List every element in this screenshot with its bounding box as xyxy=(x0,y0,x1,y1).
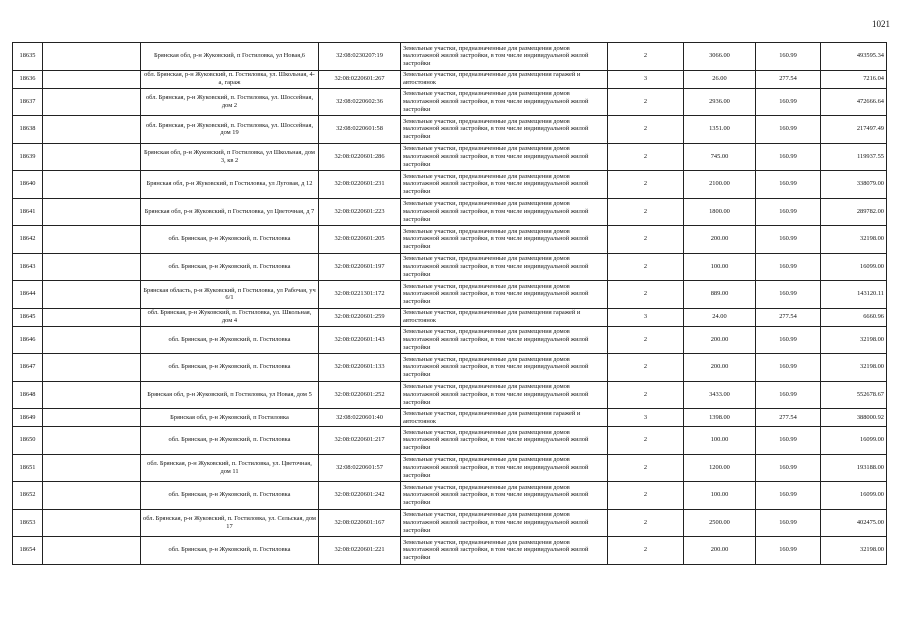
cadastral-value-cell: 193188.00 xyxy=(821,454,887,482)
record-number-cell: 18654 xyxy=(13,537,43,565)
cadastral-number-cell: 32:08:0220601:252 xyxy=(319,381,401,409)
rate-cell: 160.99 xyxy=(756,116,821,144)
rate-cell: 160.99 xyxy=(756,143,821,171)
blank-cell xyxy=(43,509,141,537)
blank-cell xyxy=(43,308,141,326)
blank-cell xyxy=(43,409,141,427)
land-use-cell: Земельные участки, предназначенные для размещения домов малоэтажной жилой застройки, в том числе индивидуальной жилой застройки xyxy=(401,198,608,226)
rate-cell: 277.54 xyxy=(756,308,821,326)
use-group-code-cell: 3 xyxy=(608,409,684,427)
land-use-cell: Земельные участки, предназначенные для размещения домов малоэтажной жилой застройки, в том числе индивидуальной жилой застройки xyxy=(401,43,608,71)
area-cell: 3066.00 xyxy=(684,43,756,71)
cadastral-number-cell: 32:08:0220601:167 xyxy=(319,509,401,537)
rate-cell: 160.99 xyxy=(756,381,821,409)
rate-cell: 160.99 xyxy=(756,226,821,254)
use-group-code-cell: 2 xyxy=(608,427,684,455)
cadastral-value-cell: 32198.00 xyxy=(821,326,887,354)
blank-cell xyxy=(43,88,141,116)
rate-cell: 160.99 xyxy=(756,537,821,565)
use-group-code-cell: 2 xyxy=(608,537,684,565)
cadastral-number-cell: 32:08:0220601:259 xyxy=(319,308,401,326)
land-use-cell: Земельные участки, предназначенные для размещения домов малоэтажной жилой застройки, в том числе индивидуальной жилой застройки xyxy=(401,509,608,537)
cadastral-number-cell: 32:08:0220601:133 xyxy=(319,354,401,382)
address-cell: обл. Брянская, р-н Жуковский, п. Гостиловка xyxy=(141,354,319,382)
cadastral-value-cell: 493595.34 xyxy=(821,43,887,71)
use-group-code-cell: 2 xyxy=(608,253,684,281)
blank-cell xyxy=(43,427,141,455)
use-group-code-cell: 2 xyxy=(608,116,684,144)
use-group-code-cell: 3 xyxy=(608,308,684,326)
rate-cell: 160.99 xyxy=(756,171,821,199)
address-cell: Брянская обл, р-н Жуковский, п Гостиловка, ул Цветочная, д 7 xyxy=(141,198,319,226)
cadastral-value-cell: 32198.00 xyxy=(821,226,887,254)
table-row xyxy=(13,537,887,565)
blank-cell xyxy=(43,70,141,88)
table-row xyxy=(13,509,887,537)
address-cell: обл. Брянская, р-н Жуковский, п. Гостиловка xyxy=(141,226,319,254)
rate-cell: 160.99 xyxy=(756,281,821,309)
table-row xyxy=(13,454,887,482)
use-group-code-cell: 2 xyxy=(608,509,684,537)
record-number-cell: 18652 xyxy=(13,482,43,510)
land-use-cell: Земельные участки, предназначенные для размещения домов малоэтажной жилой застройки, в том числе индивидуальной жилой застройки xyxy=(401,171,608,199)
use-group-code-cell: 3 xyxy=(608,70,684,88)
table-row xyxy=(13,253,887,281)
table-row xyxy=(13,171,887,199)
rate-cell: 160.99 xyxy=(756,88,821,116)
land-use-cell: Земельные участки, предназначенные для размещения домов малоэтажной жилой застройки, в том числе индивидуальной жилой застройки xyxy=(401,143,608,171)
table-row xyxy=(13,281,887,309)
cadastral-number-cell: 32:08:0220601:286 xyxy=(319,143,401,171)
use-group-code-cell: 2 xyxy=(608,354,684,382)
record-number-cell: 18638 xyxy=(13,116,43,144)
table-row xyxy=(13,326,887,354)
cadastral-number-cell: 32:08:0220601:143 xyxy=(319,326,401,354)
cadastral-number-cell: 32:08:0220601:223 xyxy=(319,198,401,226)
use-group-code-cell: 2 xyxy=(608,88,684,116)
cadastral-value-cell: 388000.92 xyxy=(821,409,887,427)
record-number-cell: 18645 xyxy=(13,308,43,326)
table-row xyxy=(13,482,887,510)
address-cell: обл. Брянская, р-н Жуковский, п. Гостиловка xyxy=(141,537,319,565)
address-cell: обл. Брянская, р-н Жуковский, п. Гостиловка, ул. Шоссейная, дом 2 xyxy=(141,88,319,116)
land-use-cell: Земельные участки, предназначенные для размещения домов малоэтажной жилой застройки, в том числе индивидуальной жилой застройки xyxy=(401,226,608,254)
address-cell: Брянская обл, р-н Жуковский, п Гостиловка, ул Школьная, дом 3, кв 2 xyxy=(141,143,319,171)
cadastral-number-cell: 32:08:0220601:58 xyxy=(319,116,401,144)
blank-cell xyxy=(43,171,141,199)
record-number-cell: 18644 xyxy=(13,281,43,309)
use-group-code-cell: 2 xyxy=(608,281,684,309)
cadastral-register-table xyxy=(12,42,887,565)
address-cell: обл. Брянская, р-н Жуковский, п. Гостиловка xyxy=(141,482,319,510)
area-cell: 1351.00 xyxy=(684,116,756,144)
table-row xyxy=(13,116,887,144)
address-cell: обл. Брянская, р-н Жуковский, п. Гостиловка, ул. Школьная, дом 4 xyxy=(141,308,319,326)
blank-cell xyxy=(43,537,141,565)
cadastral-value-cell: 338079.00 xyxy=(821,171,887,199)
land-use-cell: Земельные участки, предназначенные для размещения гаражей и автостоянок xyxy=(401,409,608,427)
cadastral-number-cell: 32:08:0220601:40 xyxy=(319,409,401,427)
address-cell: Брянская область, р-н Жуковский, п Гостиловка, ул Рабочая, уч 6/1 xyxy=(141,281,319,309)
rate-cell: 160.99 xyxy=(756,354,821,382)
cadastral-value-cell: 32198.00 xyxy=(821,354,887,382)
use-group-code-cell: 2 xyxy=(608,43,684,71)
cadastral-value-cell: 16099.00 xyxy=(821,253,887,281)
cadastral-value-cell: 6660.96 xyxy=(821,308,887,326)
rate-cell: 277.54 xyxy=(756,70,821,88)
blank-cell xyxy=(43,43,141,71)
rate-cell: 160.99 xyxy=(756,253,821,281)
area-cell: 889.00 xyxy=(684,281,756,309)
cadastral-number-cell: 32:08:0221301:172 xyxy=(319,281,401,309)
blank-cell xyxy=(43,281,141,309)
record-number-cell: 18635 xyxy=(13,43,43,71)
cadastral-number-cell: 32:08:0220601:217 xyxy=(319,427,401,455)
cadastral-value-cell: 16099.00 xyxy=(821,427,887,455)
land-use-cell: Земельные участки, предназначенные для размещения домов малоэтажной жилой застройки, в том числе индивидуальной жилой застройки xyxy=(401,427,608,455)
record-number-cell: 18642 xyxy=(13,226,43,254)
rate-cell: 160.99 xyxy=(756,482,821,510)
use-group-code-cell: 2 xyxy=(608,381,684,409)
land-use-cell: Земельные участки, предназначенные для размещения домов малоэтажной жилой застройки, в том числе индивидуальной жилой застройки xyxy=(401,326,608,354)
address-cell: обл. Брянская, р-н Жуковский, п. Гостиловка, ул. Шоссейная, дом 19 xyxy=(141,116,319,144)
cadastral-value-cell: 119937.55 xyxy=(821,143,887,171)
cadastral-value-cell: 32198.00 xyxy=(821,537,887,565)
area-cell: 200.00 xyxy=(684,537,756,565)
cadastral-number-cell: 32:08:0220601:221 xyxy=(319,537,401,565)
land-use-cell: Земельные участки, предназначенные для размещения домов малоэтажной жилой застройки, в том числе индивидуальной жилой застройки xyxy=(401,354,608,382)
table-row xyxy=(13,226,887,254)
land-use-cell: Земельные участки, предназначенные для размещения домов малоэтажной жилой застройки, в том числе индивидуальной жилой застройки xyxy=(401,482,608,510)
area-cell: 1800.00 xyxy=(684,198,756,226)
cadastral-number-cell: 32:08:0220601:231 xyxy=(319,171,401,199)
cadastral-value-cell: 552678.67 xyxy=(821,381,887,409)
table-row xyxy=(13,409,887,427)
area-cell: 2500.00 xyxy=(684,509,756,537)
blank-cell xyxy=(43,326,141,354)
blank-cell xyxy=(43,143,141,171)
record-number-cell: 18639 xyxy=(13,143,43,171)
cadastral-value-cell: 217497.49 xyxy=(821,116,887,144)
area-cell: 200.00 xyxy=(684,226,756,254)
cadastral-value-cell: 402475.00 xyxy=(821,509,887,537)
record-number-cell: 18641 xyxy=(13,198,43,226)
address-cell: Брянская обл, р-н Жуковский, п Гостиловка xyxy=(141,409,319,427)
address-cell: обл. Брянская, р-н Жуковский, п. Гостиловка xyxy=(141,253,319,281)
area-cell: 745.00 xyxy=(684,143,756,171)
page-number: 1021 xyxy=(872,19,890,29)
cadastral-value-cell: 7216.04 xyxy=(821,70,887,88)
record-number-cell: 18643 xyxy=(13,253,43,281)
use-group-code-cell: 2 xyxy=(608,482,684,510)
record-number-cell: 18646 xyxy=(13,326,43,354)
rate-cell: 160.99 xyxy=(756,454,821,482)
table-row xyxy=(13,143,887,171)
blank-cell xyxy=(43,381,141,409)
rate-cell: 160.99 xyxy=(756,43,821,71)
use-group-code-cell: 2 xyxy=(608,454,684,482)
address-cell: обл. Брянская, р-н Жуковский, п. Гостиловка, ул. Цветочная, дом 11 xyxy=(141,454,319,482)
blank-cell xyxy=(43,226,141,254)
table-row xyxy=(13,70,887,88)
address-cell: Брянская обл, р-н Жуковский, п Гостиловка, ул Луговая, д 12 xyxy=(141,171,319,199)
rate-cell: 160.99 xyxy=(756,326,821,354)
table-row xyxy=(13,198,887,226)
record-number-cell: 18637 xyxy=(13,88,43,116)
record-number-cell: 18649 xyxy=(13,409,43,427)
land-use-cell: Земельные участки, предназначенные для размещения домов малоэтажной жилой застройки, в том числе индивидуальной жилой застройки xyxy=(401,454,608,482)
area-cell: 100.00 xyxy=(684,482,756,510)
record-number-cell: 18647 xyxy=(13,354,43,382)
use-group-code-cell: 2 xyxy=(608,143,684,171)
table-row xyxy=(13,427,887,455)
use-group-code-cell: 2 xyxy=(608,326,684,354)
area-cell: 26.00 xyxy=(684,70,756,88)
blank-cell xyxy=(43,253,141,281)
land-use-cell: Земельные участки, предназначенные для размещения домов малоэтажной жилой застройки, в том числе индивидуальной жилой застройки xyxy=(401,253,608,281)
record-number-cell: 18636 xyxy=(13,70,43,88)
blank-cell xyxy=(43,454,141,482)
area-cell: 2100.00 xyxy=(684,171,756,199)
cadastral-number-cell: 32:08:0220601:267 xyxy=(319,70,401,88)
blank-cell xyxy=(43,116,141,144)
use-group-code-cell: 2 xyxy=(608,226,684,254)
table-row xyxy=(13,381,887,409)
area-cell: 1398.00 xyxy=(684,409,756,427)
area-cell: 1200.00 xyxy=(684,454,756,482)
cadastral-number-cell: 32:08:0220601:205 xyxy=(319,226,401,254)
cadastral-number-cell: 32:08:0220602:36 xyxy=(319,88,401,116)
area-cell: 2936.00 xyxy=(684,88,756,116)
land-use-cell: Земельные участки, предназначенные для размещения домов малоэтажной жилой застройки, в том числе индивидуальной жилой застройки xyxy=(401,381,608,409)
record-number-cell: 18653 xyxy=(13,509,43,537)
cadastral-number-cell: 32:08:0230207:19 xyxy=(319,43,401,71)
table-row xyxy=(13,43,887,71)
area-cell: 200.00 xyxy=(684,354,756,382)
address-cell: Брянская обл, р-н Жуковский, п Гостиловка, ул Новая,6 xyxy=(141,43,319,71)
record-number-cell: 18651 xyxy=(13,454,43,482)
record-number-cell: 18648 xyxy=(13,381,43,409)
land-use-cell: Земельные участки, предназначенные для размещения гаражей и автостоянок xyxy=(401,70,608,88)
cadastral-number-cell: 32:08:0220601:57 xyxy=(319,454,401,482)
record-number-cell: 18640 xyxy=(13,171,43,199)
cadastral-value-cell: 472666.64 xyxy=(821,88,887,116)
cadastral-value-cell: 289782.00 xyxy=(821,198,887,226)
table-row xyxy=(13,308,887,326)
area-cell: 24.00 xyxy=(684,308,756,326)
address-cell: обл. Брянская, р-н Жуковский, п. Гостиловка, ул. Сельская, дом 17 xyxy=(141,509,319,537)
area-cell: 200.00 xyxy=(684,326,756,354)
rate-cell: 160.99 xyxy=(756,427,821,455)
address-cell: обл. Брянская, р-н Жуковский, п. Гостиловка, ул. Школьная, 4-а, гараж xyxy=(141,70,319,88)
blank-cell xyxy=(43,482,141,510)
blank-cell xyxy=(43,354,141,382)
table-row xyxy=(13,88,887,116)
land-use-cell: Земельные участки, предназначенные для размещения домов малоэтажной жилой застройки, в том числе индивидуальной жилой застройки xyxy=(401,116,608,144)
land-use-cell: Земельные участки, предназначенные для размещения домов малоэтажной жилой застройки, в том числе индивидуальной жилой застройки xyxy=(401,88,608,116)
area-cell: 100.00 xyxy=(684,253,756,281)
table-row xyxy=(13,354,887,382)
cadastral-value-cell: 143120.11 xyxy=(821,281,887,309)
cadastral-value-cell: 16099.00 xyxy=(821,482,887,510)
use-group-code-cell: 2 xyxy=(608,198,684,226)
land-use-cell: Земельные участки, предназначенные для размещения гаражей и автостоянок xyxy=(401,308,608,326)
area-cell: 3433.00 xyxy=(684,381,756,409)
record-number-cell: 18650 xyxy=(13,427,43,455)
address-cell: обл. Брянская, р-н Жуковский, п. Гостиловка xyxy=(141,326,319,354)
address-cell: Брянская обл, р-н Жуковский, п Гостиловка, ул Новая, дом 5 xyxy=(141,381,319,409)
cadastral-number-cell: 32:08:0220601:242 xyxy=(319,482,401,510)
land-use-cell: Земельные участки, предназначенные для размещения домов малоэтажной жилой застройки, в том числе индивидуальной жилой застройки xyxy=(401,281,608,309)
table-body xyxy=(13,43,887,565)
rate-cell: 160.99 xyxy=(756,509,821,537)
use-group-code-cell: 2 xyxy=(608,171,684,199)
blank-cell xyxy=(43,198,141,226)
rate-cell: 277.54 xyxy=(756,409,821,427)
cadastral-number-cell: 32:08:0220601:197 xyxy=(319,253,401,281)
address-cell: обл. Брянская, р-н Жуковский, п. Гостиловка xyxy=(141,427,319,455)
land-use-cell: Земельные участки, предназначенные для размещения домов малоэтажной жилой застройки, в том числе индивидуальной жилой застройки xyxy=(401,537,608,565)
rate-cell: 160.99 xyxy=(756,198,821,226)
area-cell: 100.00 xyxy=(684,427,756,455)
